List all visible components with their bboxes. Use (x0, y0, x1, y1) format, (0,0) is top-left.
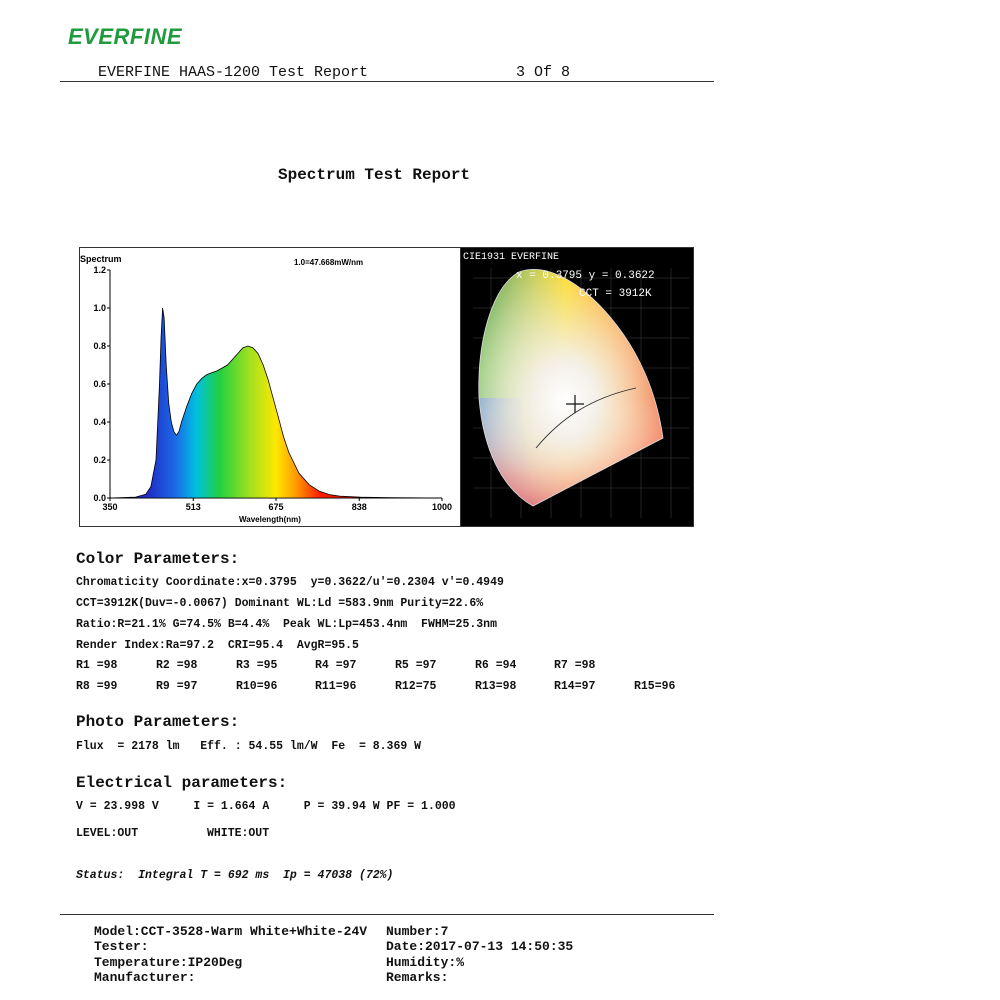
r-value: R8 =99 (76, 680, 118, 693)
cie-title: CIE1931 EVERFINE (463, 252, 560, 263)
r-value: R13=98 (475, 680, 517, 693)
footer-divider (60, 914, 714, 915)
cie-cct: CCT = 3912K (579, 288, 652, 300)
color-line-1: Chromaticity Coordinate:x=0.3795 y=0.3622/u'=0.2304 v'=0.4949 (76, 576, 504, 589)
y-tick-label: 1.2 (93, 265, 106, 275)
footer-remarks: Remarks: (386, 970, 449, 985)
white-status: WHITE:OUT (207, 827, 270, 840)
r-value: R7 =98 (554, 659, 596, 672)
spectrum-chart (79, 247, 461, 527)
r-value: R3 =95 (236, 659, 278, 672)
r-value: R10=96 (236, 680, 278, 693)
x-tick-label: 1000 (431, 502, 453, 512)
color-line-2: CCT=3912K(Duv=-0.0067) Dominant WL:Ld =583.9nm Purity=22.6% (76, 597, 484, 610)
footer-manufacturer: Manufacturer: (94, 970, 196, 985)
chart-title: Spectrum (80, 254, 122, 264)
spectrum-area (110, 308, 442, 498)
r-value: R9 =97 (156, 680, 198, 693)
electrical-params-heading: Electrical parameters: (76, 774, 288, 792)
y-tick-label: 0.6 (93, 379, 106, 389)
cie-coords: x = 0.3795 y = 0.3622 (516, 270, 655, 282)
level-status: LEVEL:OUT (76, 827, 139, 840)
y-tick-label: 0.2 (93, 455, 106, 465)
report-title: EVERFINE HAAS-1200 Test Report (98, 64, 369, 81)
footer-temperature: Temperature:IP20Deg (94, 955, 243, 970)
cie-gamut (461, 248, 693, 526)
photo-params-heading: Photo Parameters: (76, 713, 240, 731)
color-line-3: Ratio:R=21.1% G=74.5% B=4.4% Peak WL:Lp=453.4nm FWHM=25.3nm (76, 618, 497, 631)
electrical-line: V = 23.998 V I = 1.664 A P = 39.94 W PF = 1.000 (76, 800, 456, 813)
y-tick-label: 0.4 (93, 417, 106, 427)
r-value: R2 =98 (156, 659, 198, 672)
footer-humidity: Humidity:% (386, 955, 465, 970)
y-tick-label: 0.8 (93, 341, 106, 351)
status-line: Status: Integral T = 692 ms Ip = 47038 (72%) (76, 869, 394, 882)
r-value: R1 =98 (76, 659, 118, 672)
spectrum-svg (80, 248, 460, 526)
footer-tester: Tester: (94, 939, 149, 954)
cie-svg (461, 248, 693, 526)
chart-subtitle: 1.0=47.668mW/nm (294, 258, 364, 267)
r-value: R12=75 (395, 680, 437, 693)
everfine-logo: EVERFINE (68, 24, 183, 49)
r-value: R15=96 (634, 680, 676, 693)
x-tick-label: 350 (102, 502, 118, 512)
r-value: R5 =97 (395, 659, 437, 672)
footer-model: Model:CCT-3528-Warm White+White-24V (94, 924, 368, 939)
y-tick-label: 0.0 (93, 493, 106, 503)
r-value: R14=97 (554, 680, 596, 693)
cie1931-diagram (460, 247, 694, 527)
page-title: Spectrum Test Report (278, 166, 471, 184)
color-params-heading: Color Parameters: (76, 550, 240, 568)
page-number: 3 Of 8 (516, 64, 571, 81)
header-divider (60, 81, 714, 82)
footer-date: Date:2017-07-13 14:50:35 (386, 939, 574, 954)
x-tick-label: 513 (185, 502, 201, 512)
r-value: R4 =97 (315, 659, 357, 672)
r-value: R11=96 (315, 680, 357, 693)
footer-number: Number:7 (386, 924, 449, 939)
x-tick-label: 838 (351, 502, 367, 512)
color-line-4: Render Index:Ra=97.2 CRI=95.4 AvgR=95.5 (76, 639, 359, 652)
r-value: R6 =94 (475, 659, 517, 672)
photo-line: Flux = 2178 lm Eff. : 54.55 lm/W Fe = 8.369 W (76, 740, 422, 753)
y-tick-label: 1.0 (93, 303, 106, 313)
x-tick-label: 675 (268, 502, 284, 512)
x-axis-label: Wavelength(nm) (239, 515, 301, 524)
